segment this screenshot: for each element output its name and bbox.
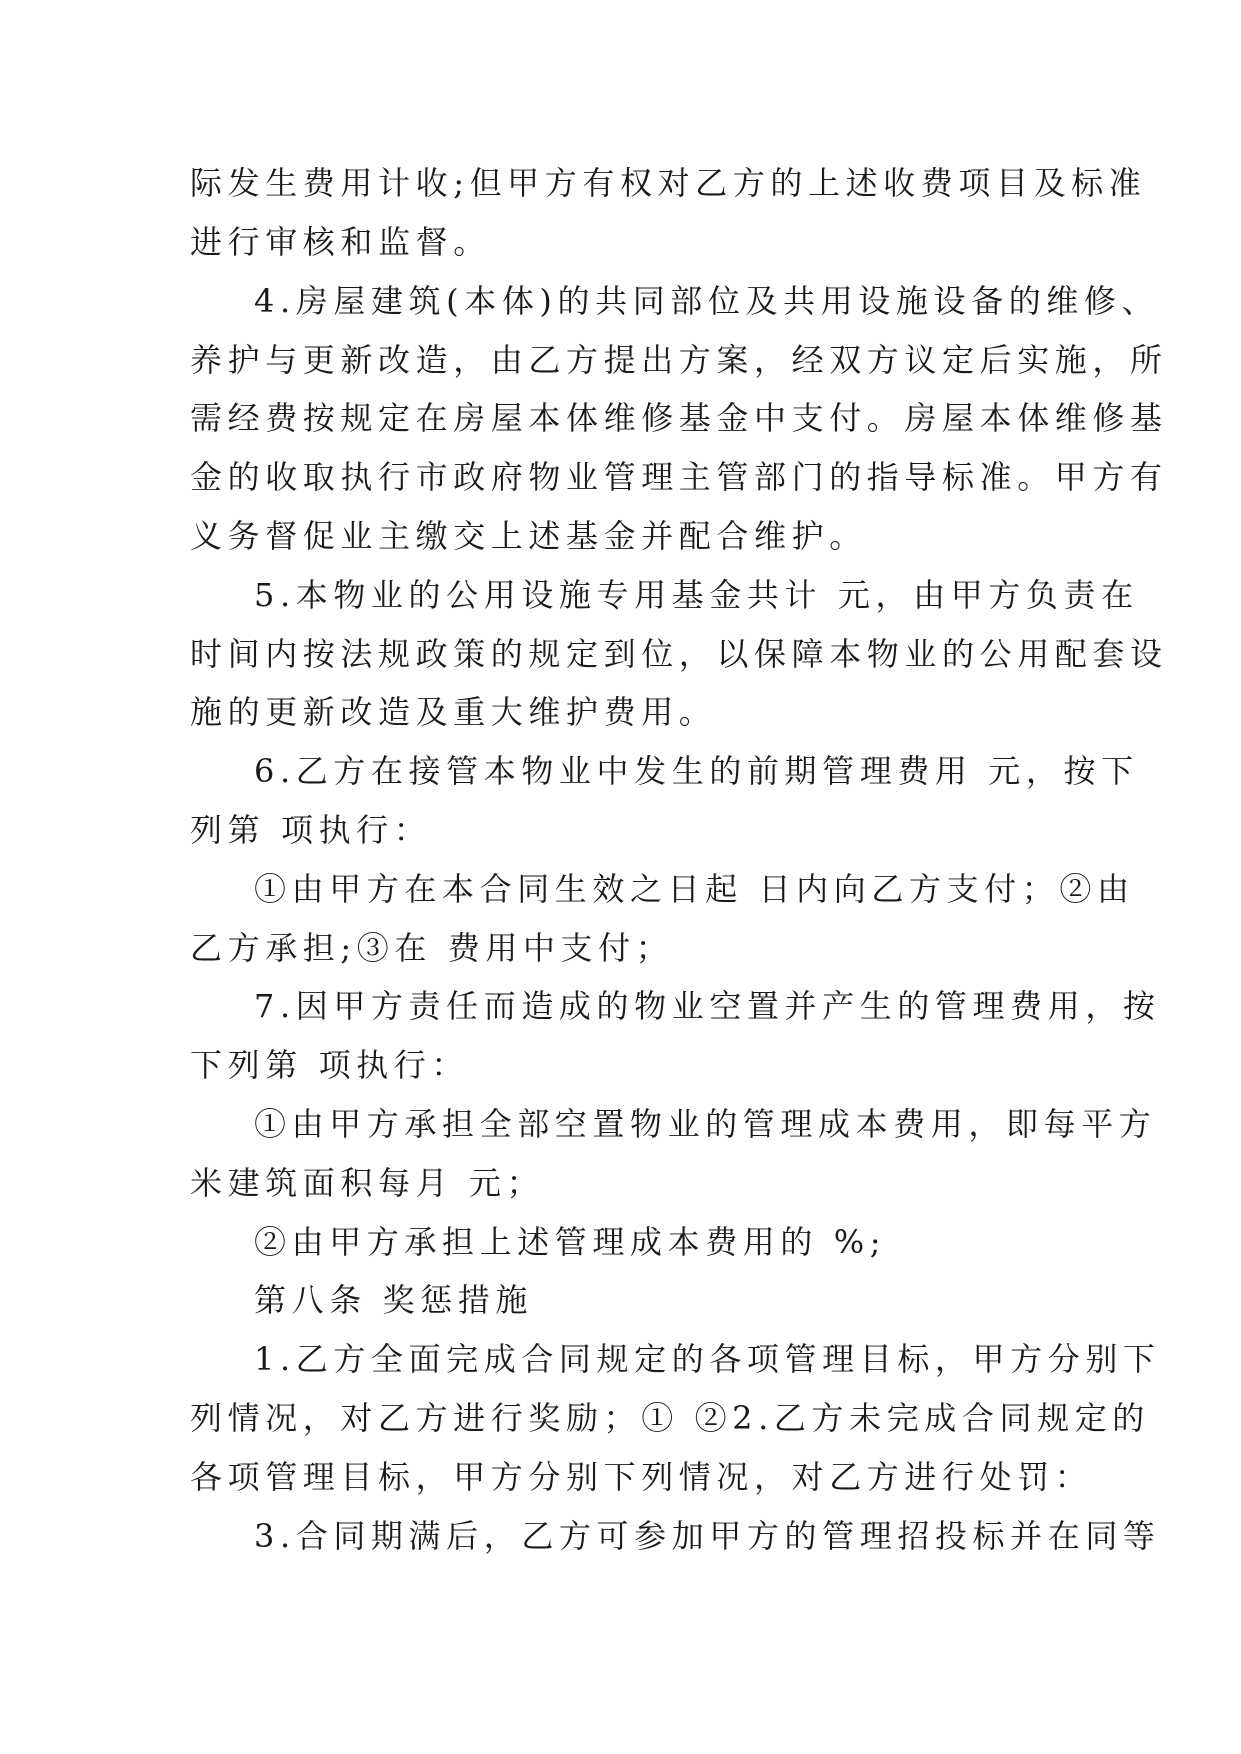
text-line: 需经费按规定在房屋本体维修基金中支付。房屋本体维修基 bbox=[190, 399, 1168, 437]
text-line: ①由甲方在本合同生效之日起 日内向乙方支付；②由 bbox=[254, 870, 1135, 908]
section-heading: 第八条 奖惩措施 bbox=[254, 1281, 533, 1319]
text-line: 米建筑面积每月 元； bbox=[190, 1164, 545, 1202]
text-line: 列第 项执行： bbox=[190, 811, 432, 849]
text-line: 义务督促业主缴交上述基金并配合维护。 bbox=[190, 517, 867, 555]
text-line: 金的收取执行市政府物业管理主管部门的指导标准。甲方有 bbox=[190, 458, 1168, 496]
text-line: 养护与更新改造，由乙方提出方案，经双方议定后实施，所 bbox=[190, 341, 1168, 379]
text-line: 乙方承担;③在 费用中支付； bbox=[190, 929, 674, 967]
text-line: 时间内按法规政策的规定到位，以保障本物业的公用配套设 bbox=[190, 635, 1168, 673]
text-line: 1.乙方全面完成合同规定的各项管理目标，甲方分别下 bbox=[254, 1340, 1161, 1378]
text-line: 各项管理目标，甲方分别下列情况，对乙方进行处罚： bbox=[190, 1458, 1093, 1496]
text-line: 3.合同期满后，乙方可参加甲方的管理招投标并在同等 bbox=[254, 1517, 1161, 1555]
text-line: 下列第 项执行： bbox=[190, 1046, 469, 1084]
text-line: 列情况，对乙方进行奖励；① ②2.乙方未完成合同规定的 bbox=[190, 1399, 1150, 1437]
text-line: 5.本物业的公用设施专用基金共计 元，由甲方负责在 bbox=[254, 576, 1139, 614]
text-line: 施的更新改造及重大维护费用。 bbox=[190, 693, 717, 731]
text-line: 7.因甲方责任而造成的物业空置并产生的管理费用，按 bbox=[254, 987, 1161, 1025]
text-line: ①由甲方承担全部空置物业的管理成本费用，即每平方 bbox=[254, 1105, 1157, 1143]
text-line: 进行审核和监督。 bbox=[190, 223, 491, 261]
text-line: 际发生费用计收;但甲方有权对乙方的上述收费项目及标准 bbox=[190, 164, 1147, 202]
text-line: ②由甲方承担上述管理成本费用的 %; bbox=[254, 1223, 887, 1261]
text-line: 6.乙方在接管本物业中发生的前期管理费用 元，按下 bbox=[254, 752, 1139, 790]
text-line: 4.房屋建筑(本体)的共同部位及共用设施设备的维修、 bbox=[254, 282, 1160, 320]
